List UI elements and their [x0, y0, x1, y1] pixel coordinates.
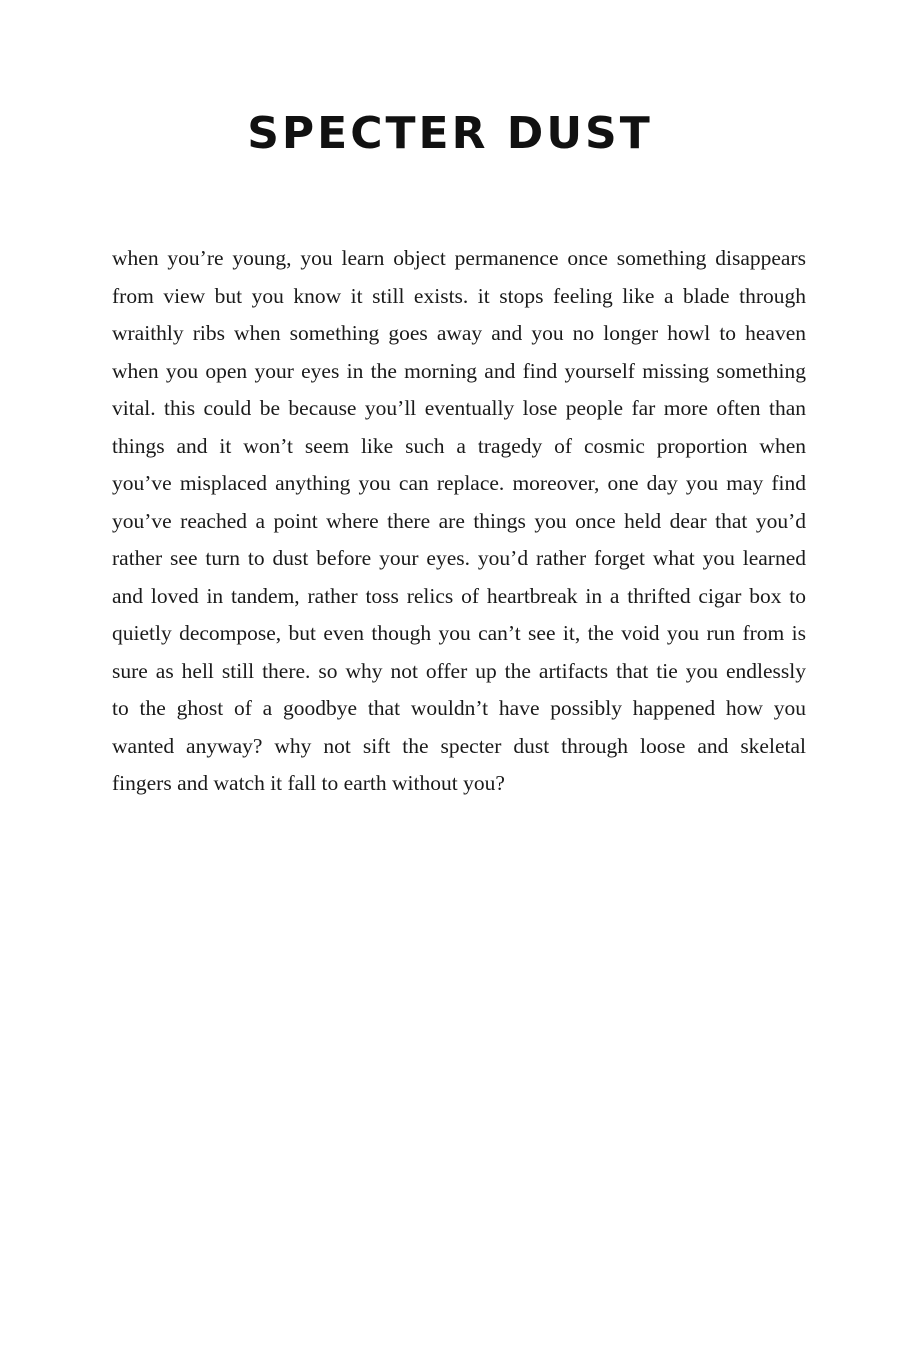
text-line: when you’re young, you learn object permanence once something disappears — [112, 246, 806, 270]
body-text — [112, 240, 806, 803]
text-line: from view but you know it still exists. it stops feeling like a blade through — [112, 283, 806, 308]
text-line: wanted anyway? why not sift the specter dust through loose and skeletal — [112, 733, 806, 758]
text-line: vital. this could be because you’ll eventually lose people far more often than — [112, 396, 806, 420]
text-line: and loved in tandem, rather toss relics of heartbreak in a thrifted cigar box to — [112, 583, 806, 608]
text-line: wraithly ribs when something goes away and you no longer howl to heaven — [112, 321, 806, 345]
text-line: quietly decompose, but even though you can’t see it, the void you run from is — [112, 621, 806, 645]
text-line: when you open your eyes in the morning and find yourself missing something — [112, 358, 806, 383]
page-title: SPECTER DUST — [247, 108, 653, 159]
text-line: things and it won’t seem like such a tragedy of cosmic proportion when — [112, 433, 806, 458]
text-line: sure as hell still there. so why not offer up the artifacts that tie you endlessly — [112, 658, 806, 683]
text-line: you’ve misplaced anything you can replace. moreover, one day you may find — [112, 471, 806, 495]
text-line: to the ghost of a goodbye that wouldn’t have possibly happened how you — [112, 696, 806, 720]
text-line: you’ve reached a point where there are things you once held dear that you’d — [112, 508, 806, 533]
text-line: rather see turn to dust before your eyes. you’d rather forget what you learned — [112, 546, 806, 570]
text-line: fingers and watch it fall to earth without you? — [112, 771, 505, 795]
